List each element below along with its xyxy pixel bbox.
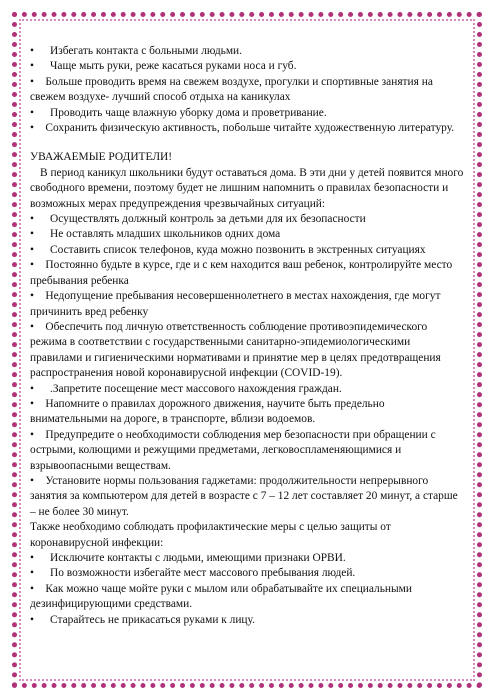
list-item: • Составить список телефонов, куда можно позвонить в экстренных ситуациях: [30, 243, 464, 258]
list-item: • Напомните о правилах дорожного движения, научите быть предельно внимательными на дороге, в транспорте, вблизи водоемов.: [30, 397, 385, 426]
bullet-icon: •: [30, 122, 34, 135]
bullet-icon: •: [30, 259, 34, 272]
safety-list: [30, 212, 464, 520]
bullet-icon: •: [30, 397, 34, 410]
list-item: • Предупредите о необходимости соблюдения мер безопасности при обращении с острыми, колющими и режущими предметами, легковоспламеняющимися и взрывоопасными веществам.: [30, 428, 436, 472]
bullet-icon: •: [30, 45, 34, 57]
list-item: • Постоянно будьте в курсе, где и с кем находится ваш ребенок, контролируйте место пребывания ребенка: [30, 259, 453, 287]
list-item: • Избегать контакта с больными людьми.: [30, 44, 464, 59]
intro-paragraph: В период каникул школьники будут оставаться дома. В эти дни у детей появится много свободного времени, поэтому будет не лишним напомнить о правилах безопасности и возможных мерах предупреждения чрезвычайных ситуаций:: [30, 166, 464, 210]
list-item: • Обеспечить под личную ответственность соблюдение противоэпидемического режима в соответствии с государственными санитарно-эпидемиологическими правилами и гигиеническими нормативами и принятие мер в целях предотвращения распространения новой коронавирусной инфекции (COVID-19).: [30, 320, 441, 380]
list-item: • Не оставлять младших школьников одних дома: [30, 227, 464, 242]
list-item: • Осуществлять должный контроль за детьми для их безопасности: [30, 212, 464, 227]
bullet-icon: •: [30, 213, 34, 226]
bullet-icon: •: [30, 567, 34, 580]
bullet-icon: •: [30, 228, 34, 241]
bullet-icon: •: [30, 552, 34, 564]
bullet-icon: •: [30, 243, 34, 256]
list-item: • По возможности избегайте мест массового пребывания людей.: [30, 566, 464, 581]
list-item: • .Запретите посещение мест массового нахождения граждан.: [30, 382, 464, 397]
bullet-icon: •: [30, 613, 34, 626]
list-item: • Исключите контакты с людьми, имеющими признаки ОРВИ.: [30, 551, 464, 566]
list-item: • Проводить чаще влажную уборку дома и проветривание.: [30, 106, 464, 121]
list-item: • Чаще мыть руки, реже касаться руками носа и губ.: [30, 59, 464, 74]
bullet-icon: •: [30, 582, 34, 595]
list-item: • Недопущение пребывания несовершеннолетнего в местах нахождения, где могут причинить вред ребенку: [30, 290, 441, 318]
list-item: • Установите нормы пользования гаджетами: продолжительности непрерывного занятия за компьютером для детей в возрасте с 7 – 12 лет составляет 20 минут, а старше – не более 30 минут.: [30, 474, 458, 518]
list-item: • Больше проводить время на свежем воздухе, прогулки и спортивные занятия на свежем воздухе- лучший способ отдыха на каникулах: [30, 75, 433, 104]
list-item: • Как можно чаще мойте руки с мылом или обрабатывайте их специальными дезинфицирующими средствами.: [30, 582, 412, 611]
covid-intro-paragraph: Также необходимо соблюдать профилактические меры с целью защиты от коронавирусной инфекции:: [30, 521, 391, 549]
bullet-icon: •: [30, 60, 34, 73]
bullet-icon: •: [30, 320, 34, 333]
covid-list: [30, 551, 464, 628]
bullet-icon: •: [30, 474, 34, 487]
section-heading: УВАЖАЕМЫЕ РОДИТЕЛИ!: [30, 151, 173, 164]
bullet-icon: •: [30, 428, 34, 441]
list-item: • Сохранить физическую активность, побольше читайте художественную литературу.: [30, 122, 455, 135]
bullet-icon: •: [30, 382, 34, 395]
bullet-icon: •: [30, 75, 34, 88]
bullet-icon: •: [30, 290, 34, 303]
hygiene-list: [30, 44, 464, 136]
bullet-icon: •: [30, 106, 34, 119]
document-body: [30, 44, 464, 628]
list-item: • Старайтесь не прикасаться руками к лицу.: [30, 613, 464, 628]
